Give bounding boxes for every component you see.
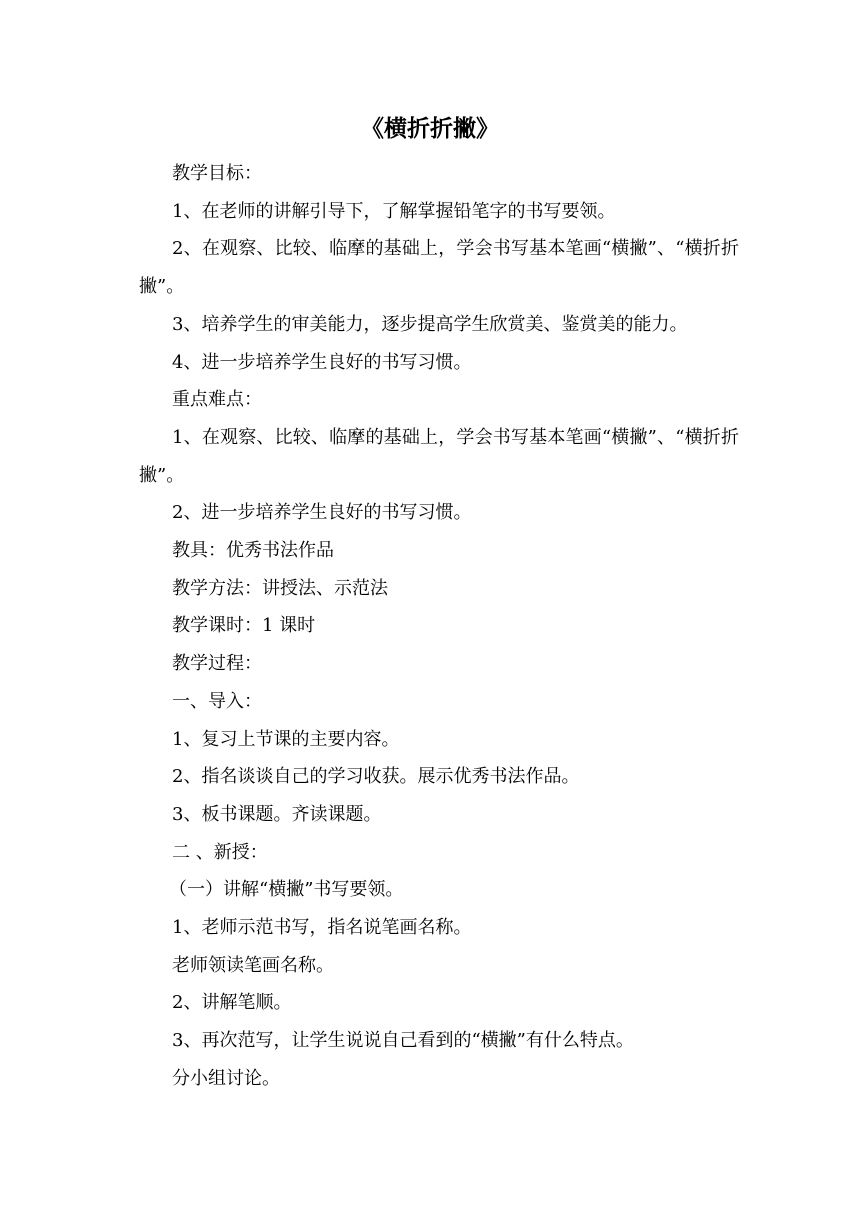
document-title: 《横折折撇》 <box>361 116 499 142</box>
paragraph-key-point-1: 1、在观察、比较、临摩的基础上，学会书写基本笔画“横撇”、“横折折撇”。 <box>139 426 739 486</box>
paragraph-process-heading: 教学过程： <box>172 653 262 675</box>
paragraph-intro-step-2: 2、指名谈谈自己的学习收获。展示优秀书法作品。 <box>172 766 580 788</box>
paragraph-group-discussion: 分小组讨论。 <box>172 1067 280 1089</box>
document-body <box>139 155 739 1098</box>
paragraph-key-points-heading: 重点难点： <box>172 389 262 411</box>
paragraph-goal-4: 4、进一步培养学生良好的书写习惯。 <box>172 351 472 373</box>
paragraph-lesson-step-3: 3、再次范写，让学生说说自己看到的“横撇”有什么特点。 <box>172 1030 634 1052</box>
paragraph-intro-step-1: 1、复习上节课的主要内容。 <box>172 728 400 750</box>
paragraph-lesson-step-1: 1、老师示范书写，指名说笔画名称。 <box>172 917 472 939</box>
paragraph-teaching-aids: 教具：优秀书法作品 <box>172 540 334 562</box>
paragraph-lesson-step-1-note: 老师领读笔画名称。 <box>172 954 334 976</box>
paragraph-teaching-goals-heading: 教学目标： <box>172 163 262 184</box>
paragraph-teaching-methods: 教学方法：讲授法、示范法 <box>172 577 388 599</box>
paragraph-goal-1: 1、在老师的讲解引导下，了解掌握铅笔字的书写要领。 <box>172 200 616 222</box>
paragraph-intro-step-3: 3、板书课题。齐读课题。 <box>172 803 382 825</box>
paragraph-section-new-lesson: 二 、新授： <box>172 841 268 863</box>
paragraph-goal-3: 3、培养学生的审美能力，逐步提高学生欣赏美、鉴赏美的能力。 <box>172 313 688 335</box>
paragraph-section-intro: 一、导入： <box>172 690 262 712</box>
paragraph-subsection-1: （一）讲解“横撇”书写要领。 <box>169 879 404 901</box>
paragraph-key-point-2: 2、进一步培养学生良好的书写习惯。 <box>172 502 472 524</box>
paragraph-class-hours: 教学课时：1 课时 <box>172 615 316 637</box>
paragraph-lesson-step-2: 2、讲解笔顺。 <box>172 992 292 1014</box>
paragraph-goal-2: 2、在观察、比较、临摩的基础上，学会书写基本笔画“横撇”、“横折折撇”。 <box>139 238 739 298</box>
